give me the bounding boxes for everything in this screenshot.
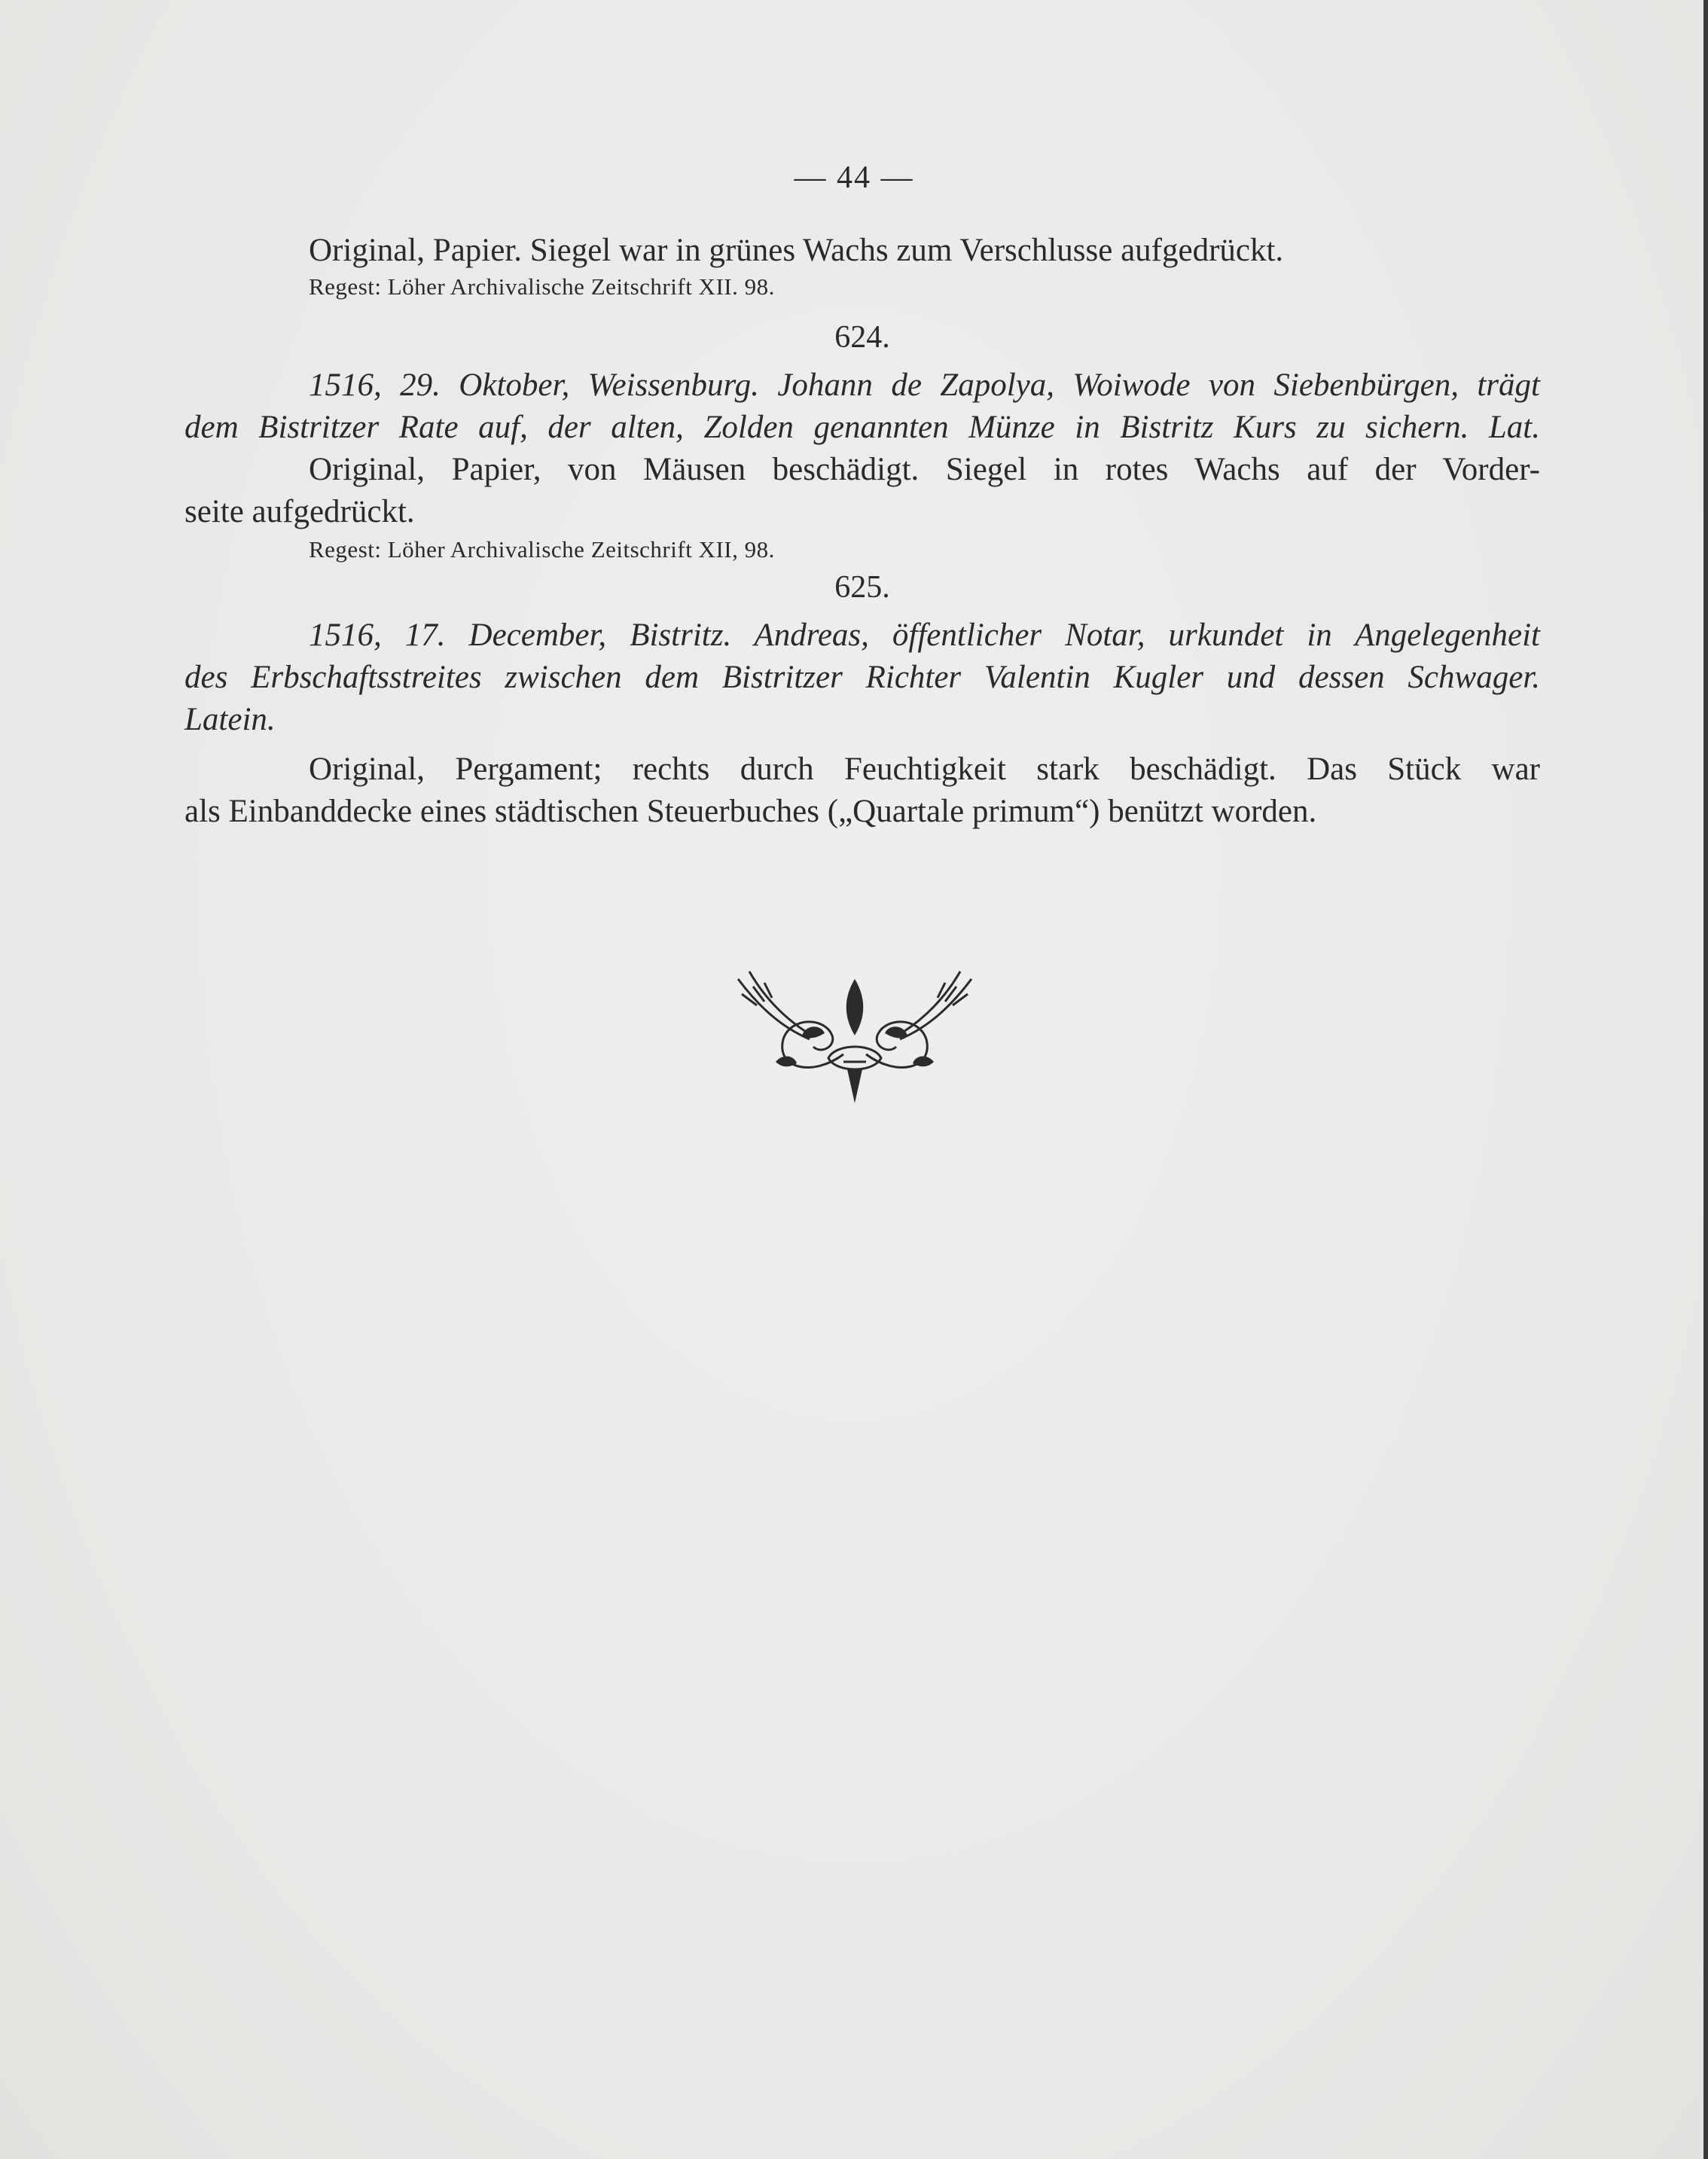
entry-note-line: Original, Pergament; rechts durch Feuchtigkeit stark beschädigt. Das Stück war — [309, 752, 1540, 787]
entry-624 — [185, 316, 1540, 565]
previous-entry-regest: Regest: Löher Archivalische Zeitschrift XII. 98. — [309, 273, 775, 300]
fleur-de-lis-vignette-icon — [730, 964, 979, 1107]
entry-number: 624. — [834, 320, 890, 355]
entry-summary-line: dem Bistritzer Rate auf, der alten, Zolden genannten Münze in Bistritz Kurs zu sichern. Lat. — [185, 410, 1540, 445]
entry-summary-line: des Erbschaftsstreites zwischen dem Bistritzer Richter Valentin Kugler und dessen Schwager. — [185, 660, 1540, 695]
previous-entry-note: Original, Papier. Siegel war in grünes Wachs zum Verschlusse aufgedrückt. — [309, 233, 1284, 268]
entry-regest: Regest: Löher Archivalische Zeitschrift XII, 98. — [309, 536, 775, 563]
entry-note-line: als Einbanddecke eines städtischen Steuerbuches („Quartale primum“) benützt worden. — [185, 794, 1317, 829]
previous-entry — [185, 230, 1540, 302]
entry-625 — [185, 566, 1540, 833]
entry-number: 625. — [834, 570, 890, 605]
entry-summary-line: 1516, 29. Oktober, Weissenburg. Johann de Zapolya, Woiwode von Siebenbürgen, trägt — [309, 367, 1540, 403]
page-edge — [1703, 0, 1708, 2159]
entry-summary-line: 1516, 17. December, Bistritz. Andreas, öffentlicher Notar, urkundet in Angelegenheit — [309, 618, 1540, 653]
entry-summary-line: Latein. — [185, 702, 276, 737]
entry-note-line: seite aufgedrückt. — [185, 494, 415, 529]
entry-note-line: Original, Papier, von Mäusen beschädigt. Siegel in rotes Wachs auf der Vorder- — [309, 452, 1540, 487]
page-number: — 44 — — [794, 160, 914, 195]
